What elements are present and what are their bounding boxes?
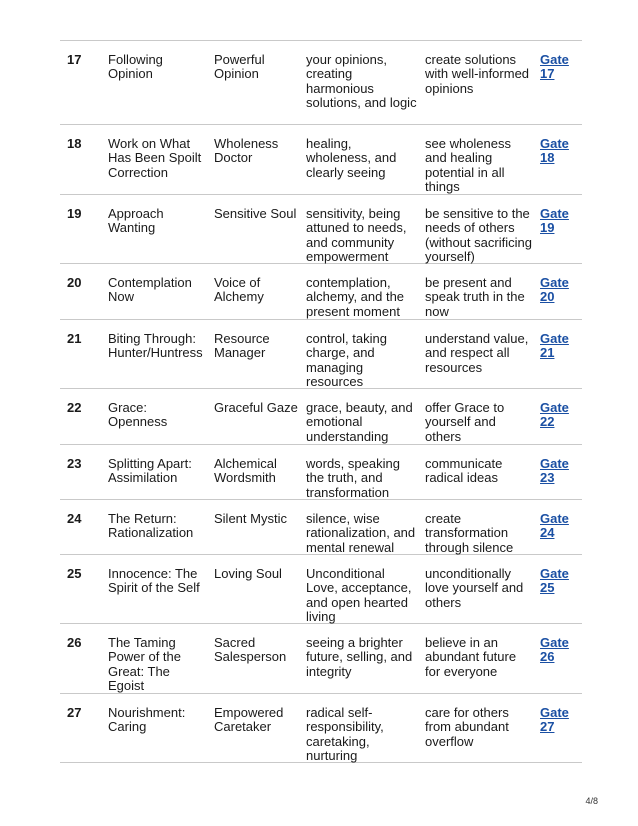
gate-theme: seeing a brighter future, selling, and integrity bbox=[306, 635, 413, 679]
table-row bbox=[60, 40, 582, 124]
gate-theme: your opinions, creating harmonious solutions, and logic bbox=[306, 52, 417, 111]
gate-alias: Wholeness Doctor bbox=[214, 136, 279, 166]
gate-action: offer Grace to yourself and others bbox=[425, 400, 505, 444]
gate-action: create solutions with well-informed opinions bbox=[425, 52, 530, 96]
gate-action: care for others from abundant overflow bbox=[425, 705, 509, 749]
gate-number: 20 bbox=[67, 275, 82, 290]
gate-number: 22 bbox=[67, 400, 82, 415]
gate-number: 23 bbox=[67, 456, 82, 471]
gate-alias: Loving Soul bbox=[214, 566, 282, 581]
table-row bbox=[60, 388, 582, 444]
gate-name: Grace: Openness bbox=[108, 400, 168, 430]
gate-link[interactable]: Gate 24 bbox=[540, 511, 569, 541]
gate-number: 17 bbox=[67, 52, 82, 67]
gate-action: be sensitive to the needs of others (without sacrificing yourself) bbox=[425, 206, 532, 265]
gate-action: be present and speak truth in the now bbox=[425, 275, 525, 319]
gate-number: 24 bbox=[67, 511, 82, 526]
gate-action: understand value, and respect all resources bbox=[425, 331, 529, 375]
table-row bbox=[60, 444, 582, 499]
gate-alias: Sacred Salesperson bbox=[214, 635, 287, 665]
gate-action: see wholeness and healing potential in all things bbox=[425, 136, 511, 195]
gate-action: unconditionally love yourself and others bbox=[425, 566, 524, 610]
gate-theme: Unconditional Love, acceptance, and open hearted living bbox=[306, 566, 412, 625]
table-row bbox=[60, 693, 582, 763]
gate-theme: radical self-responsibility, caretaking, nurturing bbox=[306, 705, 384, 764]
table-row bbox=[60, 263, 582, 319]
table-row bbox=[60, 623, 582, 693]
gate-number: 27 bbox=[67, 705, 82, 720]
table-row bbox=[60, 499, 582, 554]
gate-name: The Taming Power of the Great: The Egoist bbox=[108, 635, 181, 694]
gate-name: Following Opinion bbox=[108, 52, 163, 82]
gate-theme: contemplation, alchemy, and the present moment bbox=[306, 275, 405, 319]
table-row bbox=[60, 194, 582, 263]
gate-alias: Empowered Caretaker bbox=[214, 705, 284, 735]
gate-link[interactable]: Gate 19 bbox=[540, 206, 569, 236]
gate-link[interactable]: Gate 21 bbox=[540, 331, 569, 361]
gate-alias: Alchemical Wordsmith bbox=[214, 456, 277, 486]
gate-theme: silence, wise rationalization, and mental renewal bbox=[306, 511, 416, 555]
gate-link[interactable]: Gate 25 bbox=[540, 566, 569, 596]
gate-number: 25 bbox=[67, 566, 82, 581]
gate-name: The Return: Rationalization bbox=[108, 511, 194, 541]
gate-alias: Graceful Gaze bbox=[214, 400, 298, 415]
table-row bbox=[60, 319, 582, 388]
gate-action: create transformation through silence bbox=[425, 511, 514, 555]
gate-theme: grace, beauty, and emotional understanding bbox=[306, 400, 413, 444]
gate-number: 26 bbox=[67, 635, 82, 650]
gate-theme: healing, wholeness, and clearly seeing bbox=[306, 136, 397, 180]
gate-link[interactable]: Gate 17 bbox=[540, 52, 569, 82]
gate-link[interactable]: Gate 22 bbox=[540, 400, 569, 430]
gate-link[interactable]: Gate 26 bbox=[540, 635, 569, 665]
table-row bbox=[60, 554, 582, 623]
gate-link[interactable]: Gate 20 bbox=[540, 275, 569, 305]
gate-theme: words, speaking the truth, and transformation bbox=[306, 456, 400, 500]
gate-number: 19 bbox=[67, 206, 82, 221]
gate-name: Approach Wanting bbox=[108, 206, 164, 236]
gate-alias: Resource Manager bbox=[214, 331, 270, 361]
gate-theme: sensitivity, being attuned to needs, and community empowerment bbox=[306, 206, 407, 265]
gate-name: Work on What Has Been Spoilt Correction bbox=[108, 136, 202, 180]
gate-name: Contemplation Now bbox=[108, 275, 192, 305]
gate-action: communicate radical ideas bbox=[425, 456, 503, 486]
gate-link[interactable]: Gate 23 bbox=[540, 456, 569, 486]
gate-link[interactable]: Gate 18 bbox=[540, 136, 569, 166]
gate-number: 18 bbox=[67, 136, 82, 151]
gate-name: Biting Through: Hunter/Huntress bbox=[108, 331, 203, 361]
gate-number: 21 bbox=[67, 331, 82, 346]
gate-alias: Silent Mystic bbox=[214, 511, 287, 526]
gate-alias: Sensitive Soul bbox=[214, 206, 297, 221]
gate-theme: control, taking charge, and managing resources bbox=[306, 331, 387, 390]
gate-link[interactable]: Gate 27 bbox=[540, 705, 569, 735]
gate-action: believe in an abundant future for everyone bbox=[425, 635, 517, 679]
page-number: 4/8 bbox=[585, 796, 598, 806]
table-row bbox=[60, 124, 582, 194]
gate-name: Innocence: The Spirit of the Self bbox=[108, 566, 200, 596]
gate-alias: Voice of Alchemy bbox=[214, 275, 264, 305]
gate-table bbox=[60, 40, 582, 763]
gate-name: Splitting Apart: Assimilation bbox=[108, 456, 192, 486]
gate-name: Nourishment: Caring bbox=[108, 705, 186, 735]
gate-alias: Powerful Opinion bbox=[214, 52, 265, 82]
